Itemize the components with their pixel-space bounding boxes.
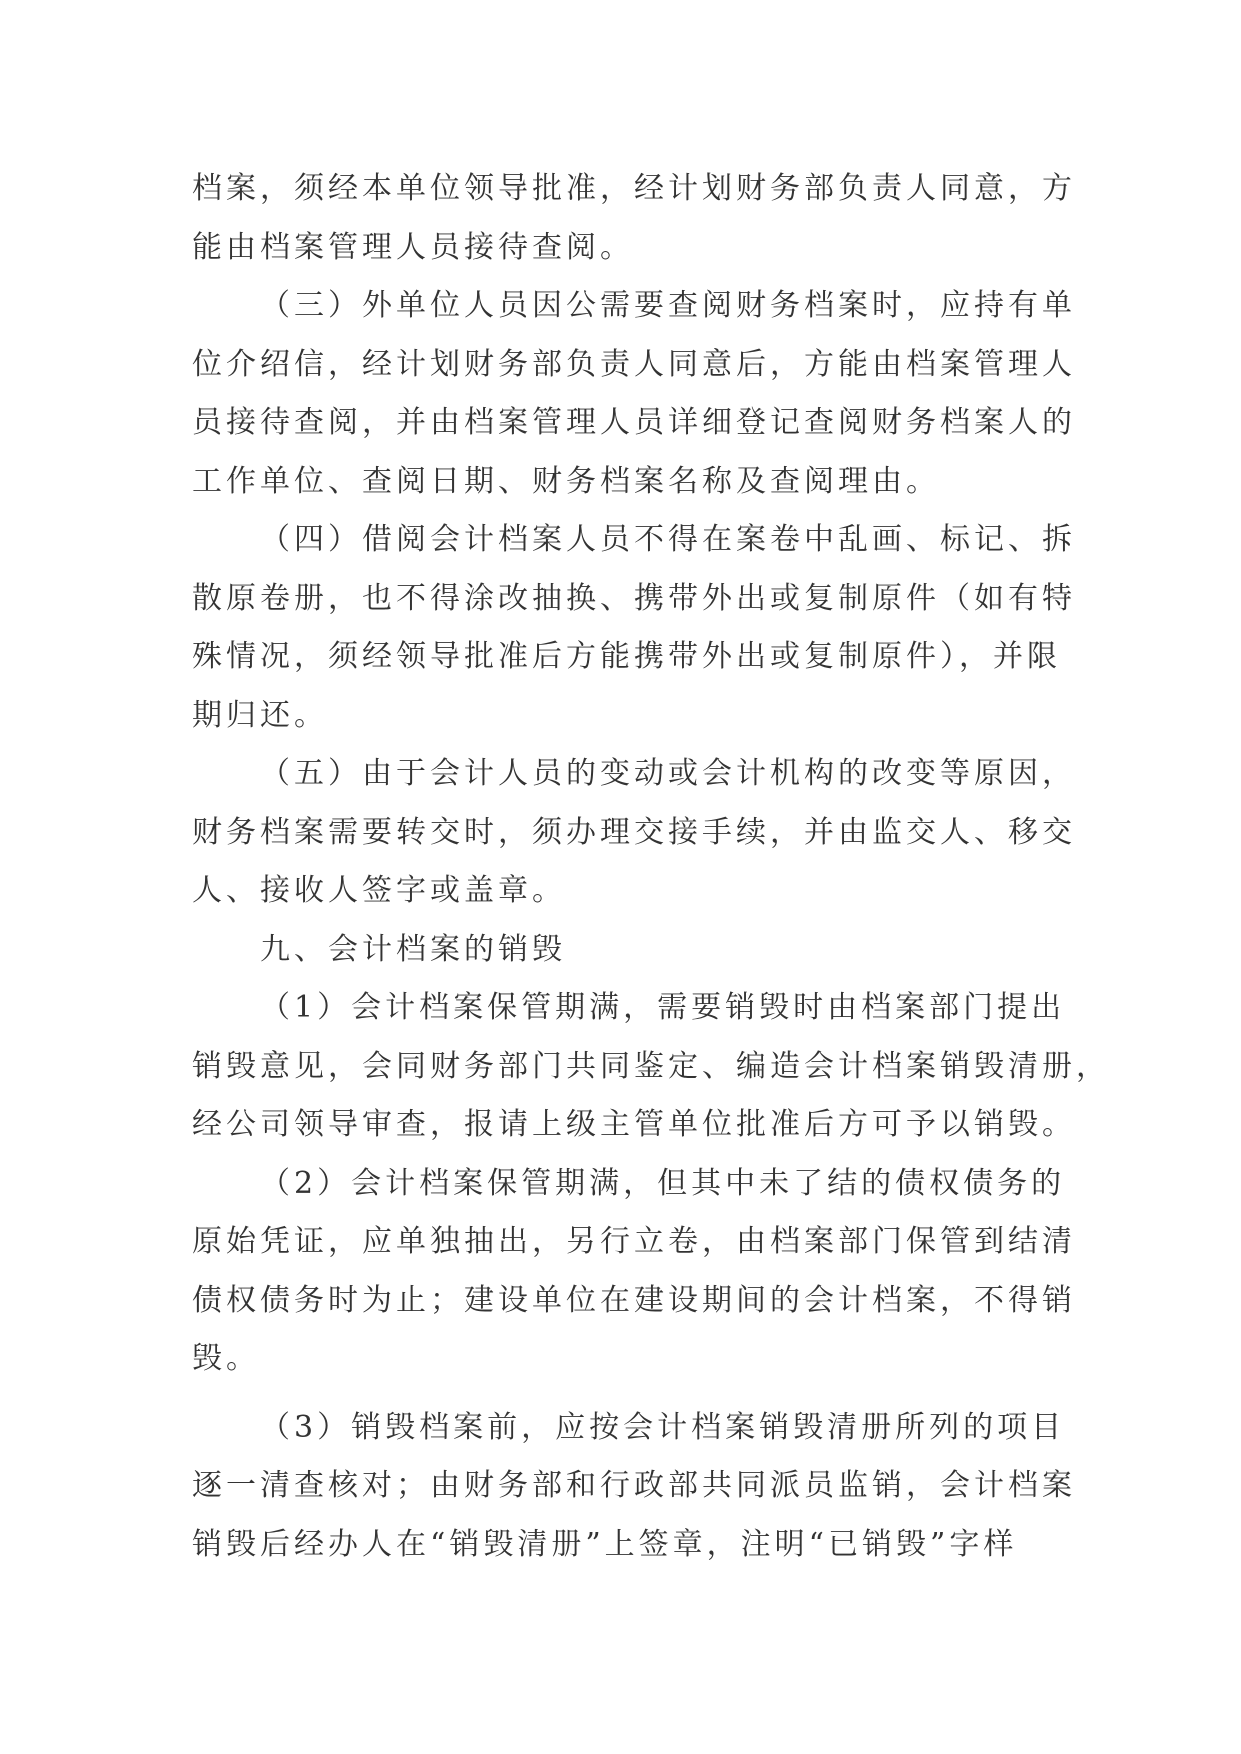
text-line: 员接待查阅，并由档案管理人员详细登记查阅财务档案人的 (192, 405, 1076, 440)
paragraph-start-line: （1）会计档案保管期满，需要销毁时由档案部门提出 (260, 990, 1066, 1025)
document-body (192, 160, 1110, 1574)
text-line: 档案，须经本单位领导批准，经计划财务部负责人同意，方 (192, 171, 1076, 206)
paragraph-start-line: （3）销毁档案前，应按会计档案销毁清册所列的项目 (260, 1409, 1066, 1445)
section-heading: 九、会计档案的销毁 (260, 931, 566, 967)
text-line: 人、接收人签字或盖章。 (192, 873, 566, 908)
text-line: 期归还。 (192, 697, 328, 733)
text-line: 殊情况，须经领导批准后方能携带外出或复制原件），并限 (192, 639, 1061, 674)
text-line: 工作单位、查阅日期、财务档案名称及查阅理由。 (192, 463, 940, 499)
text-line: 逐一清查核对；由财务部和行政部共同派员监销，会计档案 (192, 1468, 1076, 1503)
text-line: 毁。 (192, 1341, 260, 1376)
text-line: 能由档案管理人员接待查阅。 (192, 229, 634, 265)
text-line: 经公司领导审查，报请上级主管单位批准后方可予以销毁。 (192, 1107, 1076, 1142)
text-line: 债权债务时为止；建设单位在建设期间的会计档案，不得销 (192, 1282, 1076, 1318)
text-line: 位介绍信，经计划财务部负责人同意后，方能由档案管理人 (192, 346, 1076, 382)
text-line: 散原卷册，也不得涂改抽换、携带外出或复制原件（如有特 (192, 580, 1076, 616)
paragraph-start-line: （五）由于会计人员的变动或会计机构的改变等原因， (260, 756, 1076, 791)
text-line: 销毁后经办人在“销毁清册”上签章，注明“已销毁”字样 (192, 1526, 1018, 1562)
paragraph-start-line: （2）会计档案保管期满，但其中未了结的债权债务的 (260, 1165, 1066, 1201)
text-line: 原始凭证，应单独抽出，另行立卷，由档案部门保管到结清 (192, 1224, 1076, 1259)
paragraph-gap (192, 1389, 1072, 1399)
paragraph-start-line: （四）借阅会计档案人员不得在案卷中乱画、标记、拆 (260, 522, 1076, 557)
text-line: 销毁意见，会同财务部门共同鉴定、编造会计档案销毁清册， (192, 1048, 1110, 1084)
text-line: 财务档案需要转交时，须办理交接手续，并由监交人、移交 (192, 814, 1076, 850)
paragraph-start-line: （三）外单位人员因公需要查阅财务档案时，应持有单 (260, 288, 1076, 323)
